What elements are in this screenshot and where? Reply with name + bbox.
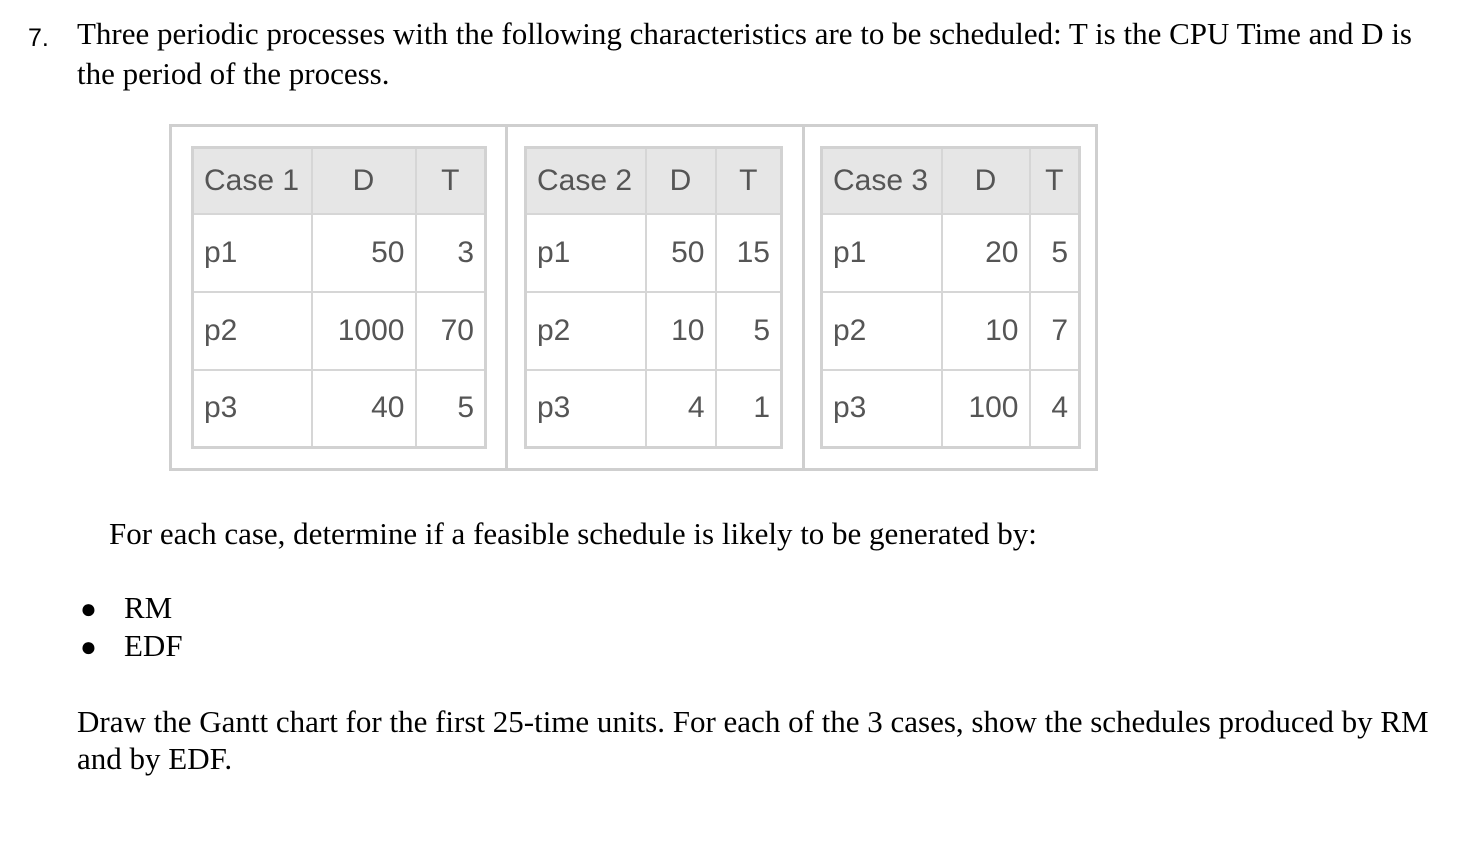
header-t: T xyxy=(1030,148,1080,214)
header-d: D xyxy=(312,148,416,214)
cpu-time-value: 15 xyxy=(716,214,782,292)
cpu-time-value: 3 xyxy=(416,214,486,292)
case-3-table xyxy=(820,146,1081,449)
option-label: EDF xyxy=(124,628,183,663)
table-row xyxy=(822,214,1080,292)
header-t: T xyxy=(416,148,486,214)
process-name: p1 xyxy=(822,214,942,292)
period-value: 1000 xyxy=(312,292,416,370)
period-value: 10 xyxy=(942,292,1030,370)
table-row xyxy=(526,292,782,370)
table-row xyxy=(526,214,782,292)
process-name: p1 xyxy=(526,214,646,292)
header-d: D xyxy=(646,148,716,214)
question-number: 7. xyxy=(28,24,49,52)
process-name: p3 xyxy=(822,370,942,448)
cases-tables-frame xyxy=(169,124,1098,471)
case-1-panel xyxy=(172,127,505,468)
case-1-table xyxy=(191,146,487,449)
period-value: 50 xyxy=(312,214,416,292)
table-header-row xyxy=(526,148,782,214)
cpu-time-value: 5 xyxy=(1030,214,1080,292)
table-row xyxy=(526,370,782,448)
case-2-table xyxy=(524,146,783,449)
process-name: p2 xyxy=(526,292,646,370)
cpu-time-value: 1 xyxy=(716,370,782,448)
period-value: 40 xyxy=(312,370,416,448)
cpu-time-value: 70 xyxy=(416,292,486,370)
period-value: 4 xyxy=(646,370,716,448)
cpu-time-value: 5 xyxy=(416,370,486,448)
cpu-time-value: 5 xyxy=(716,292,782,370)
question-text: Three periodic processes with the following characteristics are to be scheduled: T is the CPU Time and D is the period of the process. xyxy=(77,16,1412,91)
table-header-row xyxy=(822,148,1080,214)
table-row xyxy=(822,292,1080,370)
header-case: Case 3 xyxy=(822,148,942,214)
process-name: p3 xyxy=(526,370,646,448)
table-row xyxy=(193,370,486,448)
header-t: T xyxy=(716,148,782,214)
period-value: 50 xyxy=(646,214,716,292)
table-row xyxy=(822,370,1080,448)
period-value: 20 xyxy=(942,214,1030,292)
option-label: RM xyxy=(124,590,173,625)
process-name: p2 xyxy=(193,292,312,370)
bullet-icon: ● xyxy=(80,631,97,662)
period-value: 10 xyxy=(646,292,716,370)
header-case: Case 2 xyxy=(526,148,646,214)
case-3-panel xyxy=(802,127,1095,468)
process-name: p2 xyxy=(822,292,942,370)
table-row xyxy=(193,214,486,292)
cpu-time-value: 4 xyxy=(1030,370,1080,448)
table-header-row xyxy=(193,148,486,214)
prompt-text: For each case, determine if a feasible schedule is likely to be generated by: xyxy=(109,516,1037,551)
period-value: 100 xyxy=(942,370,1030,448)
cpu-time-value: 7 xyxy=(1030,292,1080,370)
header-d: D xyxy=(942,148,1030,214)
case-2-panel xyxy=(505,127,802,468)
instruction-text: Draw the Gantt chart for the first 25-time units. For each of the 3 cases, show the schedules produced by RM and by EDF. xyxy=(77,704,1429,776)
table-row xyxy=(193,292,486,370)
process-name: p3 xyxy=(193,370,312,448)
bullet-icon: ● xyxy=(80,593,97,624)
process-name: p1 xyxy=(193,214,312,292)
header-case: Case 1 xyxy=(193,148,312,214)
